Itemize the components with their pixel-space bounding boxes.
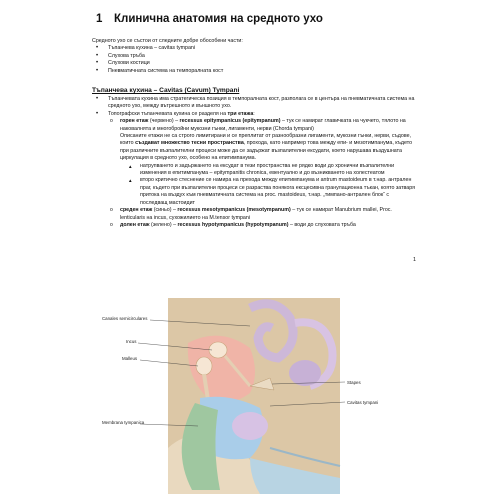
- intro-text: Средното ухо се състои от следните добре обособени части:: [92, 38, 243, 44]
- floor-color: (синьо) –: [152, 207, 178, 214]
- floor-text: – тук се намират Manubrium mallei, Proc. lenticularis на incus, сухожилието на M.tensor tympani: [120, 207, 392, 221]
- list-item: • Слухова тръба: [92, 53, 422, 60]
- list-item: [92, 118, 417, 162]
- cochlea-promontory: [232, 412, 268, 440]
- list-item: [92, 222, 417, 229]
- floor-text: – тук се намират главичката на чукчето, тялото на наковалнята и многобройни мукозни гънки, лигаменти, нерви (Chorda tympani): [120, 118, 406, 132]
- floor-color: (червено) –: [148, 118, 180, 125]
- floor-color: (зелено) –: [149, 221, 178, 228]
- list-item: • Пневматичната система на темпоралната кост: [92, 68, 422, 75]
- chapter-heading: [96, 13, 323, 25]
- floor-latin: recessus hypotympanicus (hypotympanum): [177, 221, 289, 228]
- list-item: • Тъпанчева кухина – cavitas tympani: [92, 45, 422, 52]
- vestibule: [289, 360, 321, 386]
- floor-latin: recessus mesotympanicus (mesotympanum): [177, 207, 291, 214]
- label-cavitas: Cavitas tympani: [347, 400, 379, 405]
- bullet-bold: три етажа: [227, 110, 254, 117]
- paragraph-text: , прохода, като например това между епи- и мезотимпанума, където при различните възпалителни процеси може да се задържат възпалителни ексудати, което нарушава въздушната циркулация в средното ухо, особено на епитимпанума.: [120, 140, 413, 162]
- paragraph-text: Описаните етажи не са строго лимитирани и се преплитат от разнообразни лигаменти, мукозни гънки, нерви, съдове, които: [120, 133, 412, 147]
- chapter-number: 1: [96, 13, 103, 25]
- ear-anatomy-drawing: [100, 298, 405, 494]
- bullet-text: Топографски тъпанчевата кухина се разделя на: [108, 110, 228, 117]
- sub-bullets: [126, 163, 417, 207]
- floor-name: среден етаж: [120, 207, 153, 214]
- section-title: Тъпанчева кухина – Cavitas (Cavum) Tympani: [92, 87, 240, 94]
- floor-latin: recessus epitympanicus (epitympanum): [179, 118, 281, 125]
- chapter-title: Клинична анатомия на средното ухо: [114, 13, 323, 25]
- list-item: ▲ натрупването и задържането на ексудат в тези пространства не рядко води до хронични възпалителни изменения в епитимпанума – epitympanitis chronica, евентуално и до възникването на холестеатом: [126, 163, 417, 178]
- paragraph-bold: създават множество тесни пространства: [135, 140, 244, 147]
- middle-ear-illustration: [100, 298, 405, 494]
- label-malleus: Malleus: [122, 356, 138, 361]
- floor-name: долен етаж: [120, 221, 150, 228]
- section-body: [92, 96, 417, 229]
- label-membrana: Membrana tympanica: [102, 420, 145, 425]
- floor-paragraph: [120, 133, 417, 163]
- floors-list-2: [92, 207, 417, 229]
- label-canales: Canales semicirculares: [102, 316, 148, 321]
- malleus-head: [196, 357, 212, 375]
- list-item: • Слухови костици: [92, 60, 422, 67]
- list-item: ▲ второ критично стеснение се намира на прехода между епитимпанума и antrum mastoideum в т.нар. антрален праг, където при възпалителни процеси се разраства понякога ексцесивна гранулационна тъкан, която затваря притока на въздух към пневматичната система на proc. mastoideus, т.нар. „тимпано-антрален блок“ с последващ мастоидит: [126, 177, 417, 207]
- main-bullets: [92, 96, 417, 118]
- floor-name: горен етаж: [120, 118, 149, 125]
- floor-text: – води до слуховата тръба: [288, 221, 356, 228]
- intro-block: [92, 38, 422, 75]
- label-stapes: Stapes: [347, 380, 361, 385]
- label-incus: Incus: [126, 339, 137, 344]
- list-item: • Тъпанчевата кухина има стратегическа позиция в темпоралната кост, разполага се в центъра на пневматичната система на средното ухо, между вътрешното и външното ухо.: [92, 96, 417, 111]
- floors-list: [92, 118, 417, 162]
- list-item: [92, 111, 417, 118]
- parts-list: [92, 45, 422, 75]
- page-number: 1: [413, 257, 417, 263]
- bullet-text: :: [253, 110, 255, 117]
- list-item: [92, 207, 417, 222]
